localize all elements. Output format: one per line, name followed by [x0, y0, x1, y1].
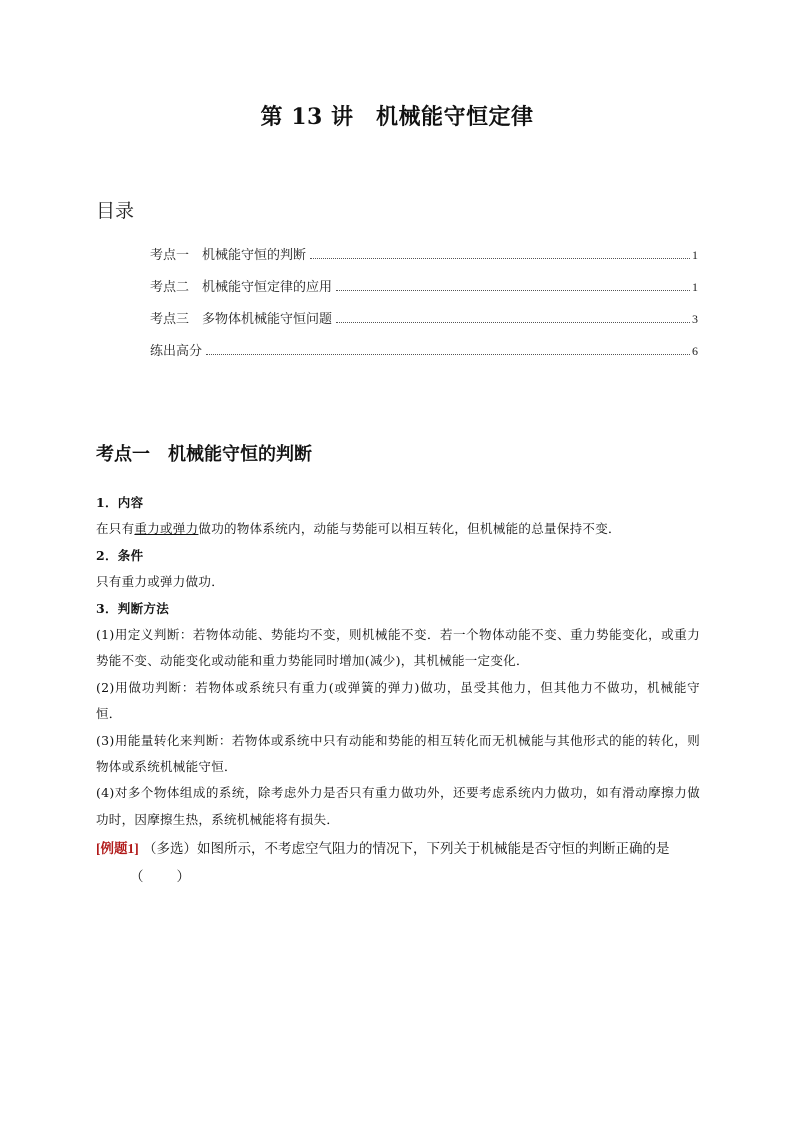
content-text-pre: 在只有 — [96, 521, 135, 537]
toc-item[interactable] — [150, 263, 698, 295]
example-question — [96, 835, 700, 891]
toc-item[interactable] — [150, 231, 698, 263]
method-1: (1)用定义判断：若物体动能、势能均不变，则机械能不变．若一个物体动能不变、重力势能变化，或重力势能不变、动能变化或动能和重力势能同时增加(减少)，其机械能一定变化． — [96, 627, 700, 669]
toc-item-page: 6 — [692, 344, 698, 358]
answer-blank: （ ） — [130, 869, 192, 886]
toc-item-page: 1 — [692, 248, 698, 262]
subheading-methods: 3．判断方法 — [96, 600, 169, 616]
subheading-condition: 2．条件 — [96, 547, 144, 563]
table-of-contents — [150, 231, 698, 359]
toc-item-label: 考点二 机械能守恒定律的应用 — [150, 280, 333, 295]
toc-leader-dots — [310, 257, 690, 259]
toc-item[interactable] — [150, 295, 698, 327]
underlined-term: 重力或弹力 — [134, 521, 199, 537]
toc-item-page: 3 — [692, 312, 698, 326]
example-text: （多选）如图所示，不考虑空气阻力的情况下，下列关于机械能是否守恒的判断正确的是 — [143, 841, 670, 858]
page-title: 第 13 讲 机械能守恒定律 — [260, 104, 534, 130]
subheading-content: 1．内容 — [96, 495, 144, 510]
example-tag: [例题1] — [96, 841, 139, 857]
toc-leader-dots — [336, 321, 690, 323]
content-text-post: 做功的物体系统内，动能与势能可以相互转化，但机械能的总量保持不变． — [198, 521, 621, 537]
toc-leader-dots — [336, 289, 690, 291]
toc-item-page: 1 — [692, 280, 698, 294]
toc-item-label: 考点三 多物体机械能守恒问题 — [150, 312, 333, 327]
toc-leader-dots — [206, 353, 690, 355]
condition-paragraph: 只有重力或弹力做功． — [96, 574, 225, 590]
section-body — [96, 490, 700, 891]
content-paragraph — [96, 516, 700, 542]
section-heading: 考点一 机械能守恒的判断 — [96, 444, 312, 465]
method-3: (3)用能量转化来判断：若物体或系统中只有动能和势能的相互转化而无机械能与其他形式的能的转化，则物体或系统机械能守恒． — [96, 732, 700, 775]
toc-heading: 目录 — [96, 200, 135, 222]
toc-item[interactable] — [150, 327, 698, 359]
toc-item-label: 考点一 机械能守恒的判断 — [150, 248, 307, 263]
method-2: (2)用做功判断：若物体或系统只有重力(或弹簧的弹力)做功，虽受其他力，但其他力不做功，机械能守恒． — [96, 679, 700, 722]
method-4: (4)对多个物体组成的系统，除考虑外力是否只有重力做功外，还要考虑系统内力做功，如有滑动摩擦力做功时，因摩擦生热，系统机械能将有损失． — [96, 785, 700, 827]
toc-item-label: 练出高分 — [150, 344, 203, 359]
